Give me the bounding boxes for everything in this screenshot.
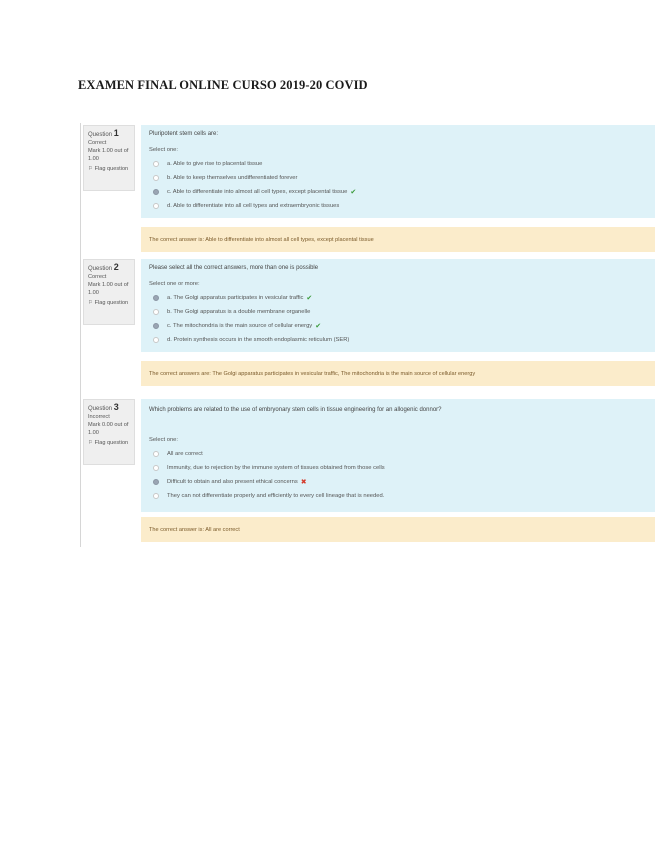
correct-check-icon: ✔ [315,323,322,330]
question-text: Pluripotent stem cells are: [149,131,219,137]
question-number: Question 2 [88,262,119,272]
question-formulation [141,399,655,512]
question-feedback: The correct answers are: The Golgi apparatus participates in vesicular traffic, The mitochondria is the main source of cellular energy [141,361,655,386]
flag-question-link[interactable]: ⚐ Flag question [88,166,129,172]
question-state: Incorrect [88,414,110,420]
flag-icon: ⚐ [88,300,94,306]
question-info [83,125,135,191]
flag-question-link[interactable]: ⚐ Flag question [88,440,129,446]
question-mark: Mark 0.00 out of 1.00 [88,422,129,436]
question-text: Which problems are related to the use of embryonary stem cells in tissue engineering for an allogenic donnor? [149,407,442,413]
checkbox[interactable] [153,309,159,315]
question-info [83,399,135,465]
answer-option[interactable]: They can not differentiate properly and efficiently to every cell lineage that is needed. [149,489,654,503]
correct-check-icon: ✔ [306,295,313,302]
answer-option[interactable]: d. Able to differentiate into all cell types and extraembryonic tissues [149,199,654,213]
correct-check-icon: ✔ [350,189,357,196]
checkbox[interactable] [153,337,159,343]
radio-button[interactable] [153,161,159,167]
question-2 [81,257,581,397]
question-number: Question 1 [88,128,119,138]
checkbox-selected[interactable] [153,295,159,301]
radio-button[interactable] [153,465,159,471]
radio-button[interactable] [153,493,159,499]
answer-prompt: Select one or more: [149,281,200,287]
quiz-review [80,123,581,547]
answer-option[interactable]: a. The Golgi apparatus participates in vesicular traffic ✔ [149,291,654,305]
answer-option[interactable]: b. Able to keep themselves undifferentiated forever [149,171,654,185]
radio-button[interactable] [153,203,159,209]
question-3 [81,397,581,547]
radio-button[interactable] [153,175,159,181]
question-mark: Mark 1.00 out of 1.00 [88,282,129,296]
question-number: Question 3 [88,402,119,412]
answer-option[interactable]: b. The Golgi apparatus is a double membrane organelle [149,305,654,319]
incorrect-cross-icon: ✖ [300,479,307,486]
question-state: Correct [88,274,107,280]
flag-icon: ⚐ [88,166,94,172]
question-formulation [141,259,655,352]
question-state: Correct [88,140,107,146]
answer-prompt: Select one: [149,437,179,443]
question-1 [81,123,581,257]
radio-button[interactable] [153,451,159,457]
document-title: EXAMEN FINAL ONLINE CURSO 2019-20 COVID [78,78,368,92]
question-feedback: The correct answer is: Able to differentiate into almost all cell types, except placental tissue [141,227,655,252]
answer-option[interactable]: Difficult to obtain and also present ethical concerns ✖ [149,475,654,489]
flag-icon: ⚐ [88,440,94,446]
answer-option[interactable]: c. Able to differentiate into almost all cell types, except placental tissue ✔ [149,185,654,199]
radio-button-selected[interactable] [153,479,159,485]
answer-option[interactable]: c. The mitochondria is the main source of cellular energy ✔ [149,319,654,333]
radio-button-selected[interactable] [153,189,159,195]
answer-option[interactable]: All are correct [149,447,654,461]
question-mark: Mark 1.00 out of 1.00 [88,148,129,162]
checkbox-selected[interactable] [153,323,159,329]
question-info [83,259,135,325]
answer-prompt: Select one: [149,147,179,153]
question-formulation [141,125,655,218]
flag-question-link[interactable]: ⚐ Flag question [88,300,129,306]
answer-option[interactable]: d. Protein synthesis occurs in the smooth endoplasmic reticulum (SER) [149,333,654,347]
question-text: Please select all the correct answers, more than one is possible [149,265,319,271]
answer-option[interactable]: Immunity, due to rejection by the immune system of tissues obtained from those cells [149,461,654,475]
answer-option[interactable]: a. Able to give rise to placental tissue [149,157,654,171]
question-feedback: The correct answer is: All are correct [141,517,655,542]
